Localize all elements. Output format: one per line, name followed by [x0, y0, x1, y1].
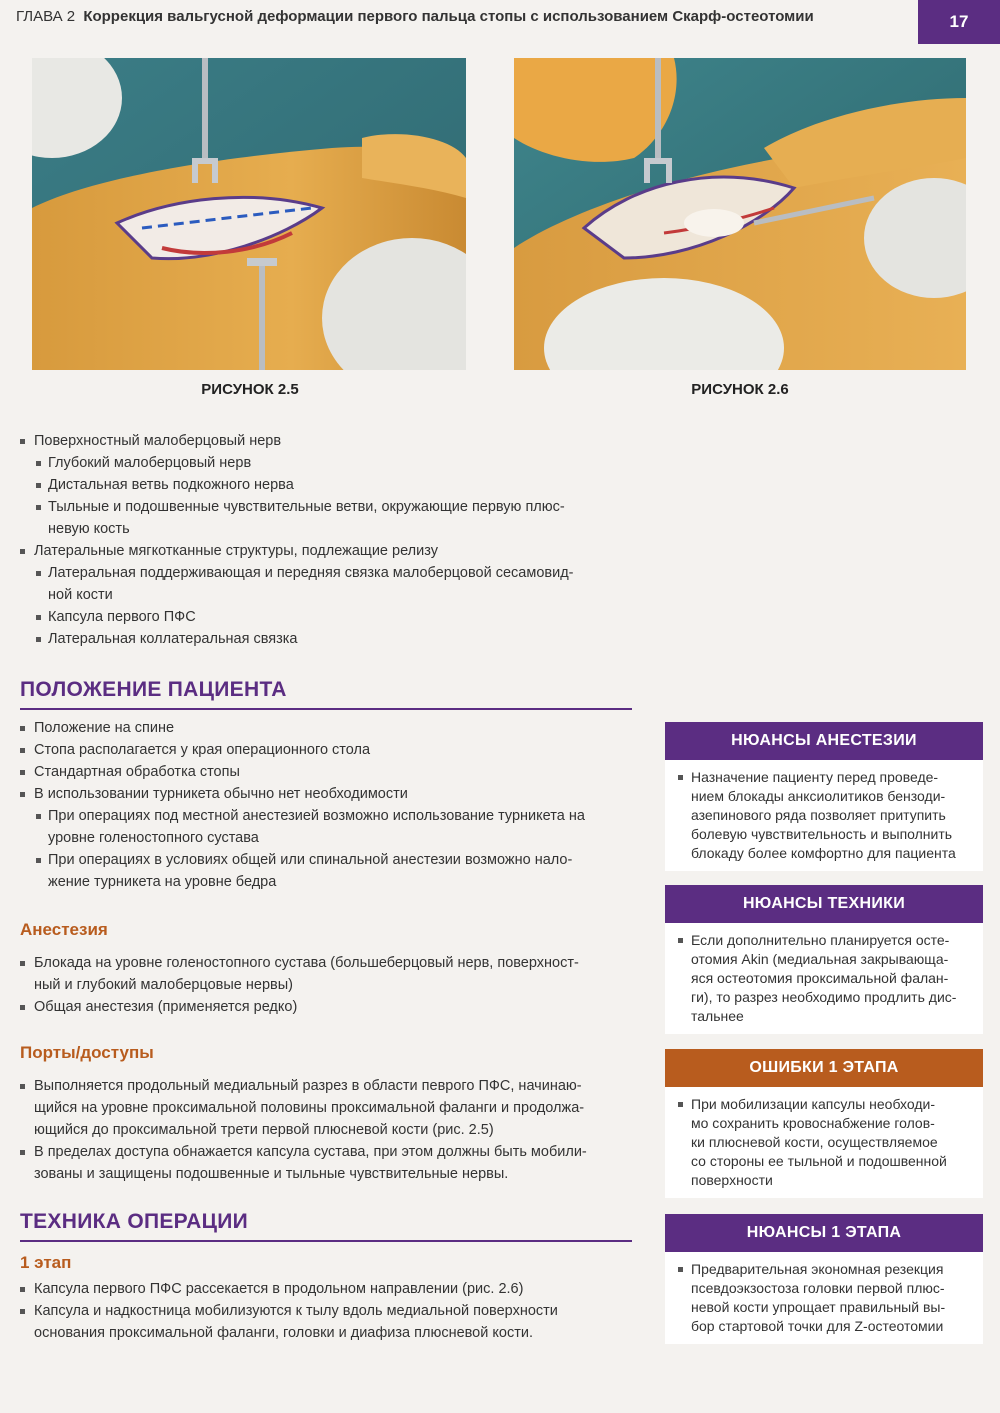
list-item: Стандартная обработка стопы — [20, 761, 640, 783]
box-line: блокаду более комфортно для пациента — [691, 845, 956, 861]
ports-list — [20, 1075, 640, 1185]
box-line: Предварительная экономная резекция — [691, 1261, 944, 1277]
list-item: Блокада на уровне голеностопного сустава (большеберцовый нерв, поверхност- — [20, 952, 640, 974]
box-line: мо сохранить кровоснабжение голов- — [691, 1115, 935, 1131]
section-title-technique: ТЕХНИКА ОПЕРАЦИИ — [20, 1210, 249, 1233]
box-line: тальнее — [691, 1008, 744, 1024]
position-list — [20, 717, 640, 893]
figure-2-5-caption: РИСУНОК 2.5 — [201, 381, 299, 398]
box-line: ки плюсневой кости, осуществляемое — [691, 1134, 938, 1150]
box-title: ОШИБКИ 1 ЭТАПА — [665, 1049, 983, 1087]
figure-2-6-photo — [514, 58, 966, 370]
anesthesia-list — [20, 952, 640, 1018]
page-number: 17 — [918, 0, 1000, 44]
list-item: Положение на спине — [20, 717, 640, 739]
box-line: нием блокады анксиолитиков бензоди- — [691, 788, 946, 804]
box-technique-nuances — [665, 885, 983, 1034]
box-line: со стороны ее тыльной и подошвенной — [691, 1153, 947, 1169]
list-item-continuation: зованы и защищены подошвенные и тыльные чувствительные нервы. — [34, 1166, 509, 1182]
box-line: невой кости упрощает правильный вы- — [691, 1299, 946, 1315]
capsule-dissection-image — [514, 58, 966, 370]
list-item: Капсула первого ПФС рассекается в продольном направлении (рис. 2.6) — [20, 1278, 640, 1300]
list-item: Выполняется продольный медиальный разрез в области певрого ПФС, начинаю- — [20, 1075, 640, 1097]
box-stage-1-nuances — [665, 1214, 983, 1344]
box-text — [665, 760, 983, 871]
box-line: болевую чувствительность и выполнить — [691, 826, 953, 842]
box-line: псевдоэкзостоза головки первой плюс- — [691, 1280, 945, 1296]
section-divider — [20, 708, 632, 710]
list-item-continuation: основания проксимальной фаланги, головки и диафиза плюсневой кости. — [34, 1325, 533, 1341]
box-title: НЮАНСЫ АНЕСТЕЗИИ — [665, 722, 983, 760]
box-line: Назначение пациенту перед проведе- — [691, 769, 939, 785]
list-item: Латеральная коллатеральная связка — [20, 628, 640, 650]
figure-2-5-photo — [32, 58, 466, 370]
box-text — [665, 923, 983, 1034]
list-item: Латеральная поддерживающая и передняя связка малоберцовой сесамовид- — [20, 562, 640, 584]
list-item: В использовании турникета обычно нет необходимости — [20, 783, 640, 805]
box-anesthesia-nuances — [665, 722, 983, 871]
list-item: При операциях под местной анестезией возможно использование турникета на — [20, 805, 640, 827]
list-item: При операциях в условиях общей или спинальной анестезии возможно нало- — [20, 849, 640, 871]
list-item-continuation: невую кость — [48, 521, 130, 537]
running-head — [16, 8, 814, 25]
list-item-continuation: жение турникета на уровне бедра — [48, 874, 277, 890]
list-item: Стопа располагается у края операционного стола — [20, 739, 640, 761]
section-divider — [20, 1240, 632, 1242]
box-title: НЮАНСЫ 1 ЭТАПА — [665, 1214, 983, 1252]
subsection-title-anesthesia: Анестезия — [20, 920, 108, 939]
page-header — [0, 0, 1000, 36]
box-line: ги), то разрез необходимо продлить дис- — [691, 989, 957, 1005]
figure-2-6-caption: РИСУНОК 2.6 — [691, 381, 789, 398]
list-item: Общая анестезия (применяется редко) — [20, 996, 640, 1018]
list-item-continuation: ющийся до проксимальной трети первой плюсневой кости (рис. 2.5) — [34, 1122, 494, 1138]
list-item: Капсула первого ПФС — [20, 606, 640, 628]
box-line: яся остеотомия проксимальной фалан- — [691, 970, 949, 986]
box-line: Если дополнительно планируется осте- — [691, 932, 950, 948]
list-item: Латеральные мягкотканные структуры, подлежащие релизу — [20, 540, 640, 562]
chapter-title: Коррекция вальгусной деформации первого пальца стопы с использованием Скарф-остеотомии — [83, 8, 814, 25]
box-line: отомия Akin (медиальная закрывающа- — [691, 951, 949, 967]
box-line: При мобилизации капсулы необходи- — [691, 1096, 935, 1112]
box-line: азепинового ряда позволяет притупить — [691, 807, 946, 823]
surgical-incision-image — [32, 58, 466, 370]
subsection-title-ports: Порты/доступы — [20, 1043, 154, 1062]
list-item-continuation: щийся на уровне проксимальной половины проксимальной фаланги и продолжа- — [34, 1100, 585, 1116]
box-title: НЮАНСЫ ТЕХНИКИ — [665, 885, 983, 923]
list-item: Капсула и надкостница мобилизуются к тылу вдоль медиальной поверхности — [20, 1300, 640, 1322]
list-item: Тыльные и подошвенные чувствительные ветви, окружающие первую плюс- — [20, 496, 640, 518]
list-item: Поверхностный малоберцовый нерв — [20, 430, 640, 452]
nerves-list — [20, 430, 640, 650]
list-item: Глубокий малоберцовый нерв — [20, 452, 640, 474]
box-line: поверхности — [691, 1172, 773, 1188]
list-item-continuation: ный и глубокий малоберцовые нервы) — [34, 977, 293, 993]
box-text — [665, 1087, 983, 1198]
technique-list — [20, 1278, 640, 1344]
box-stage-1-errors — [665, 1049, 983, 1198]
chapter-label: ГЛАВА 2 — [16, 8, 76, 25]
list-item-continuation: ной кости — [48, 587, 113, 603]
list-item: Дистальная ветвь подкожного нерва — [20, 474, 640, 496]
stage-title: 1 этап — [20, 1253, 72, 1272]
box-text — [665, 1252, 983, 1344]
list-item: В пределах доступа обнажается капсула сустава, при этом должны быть мобили- — [20, 1141, 640, 1163]
section-title-patient-position: ПОЛОЖЕНИЕ ПАЦИЕНТА — [20, 678, 287, 701]
box-line: бор стартовой точки для Z-остеотомии — [691, 1318, 944, 1334]
list-item-continuation: уровне голеностопного сустава — [48, 830, 259, 846]
